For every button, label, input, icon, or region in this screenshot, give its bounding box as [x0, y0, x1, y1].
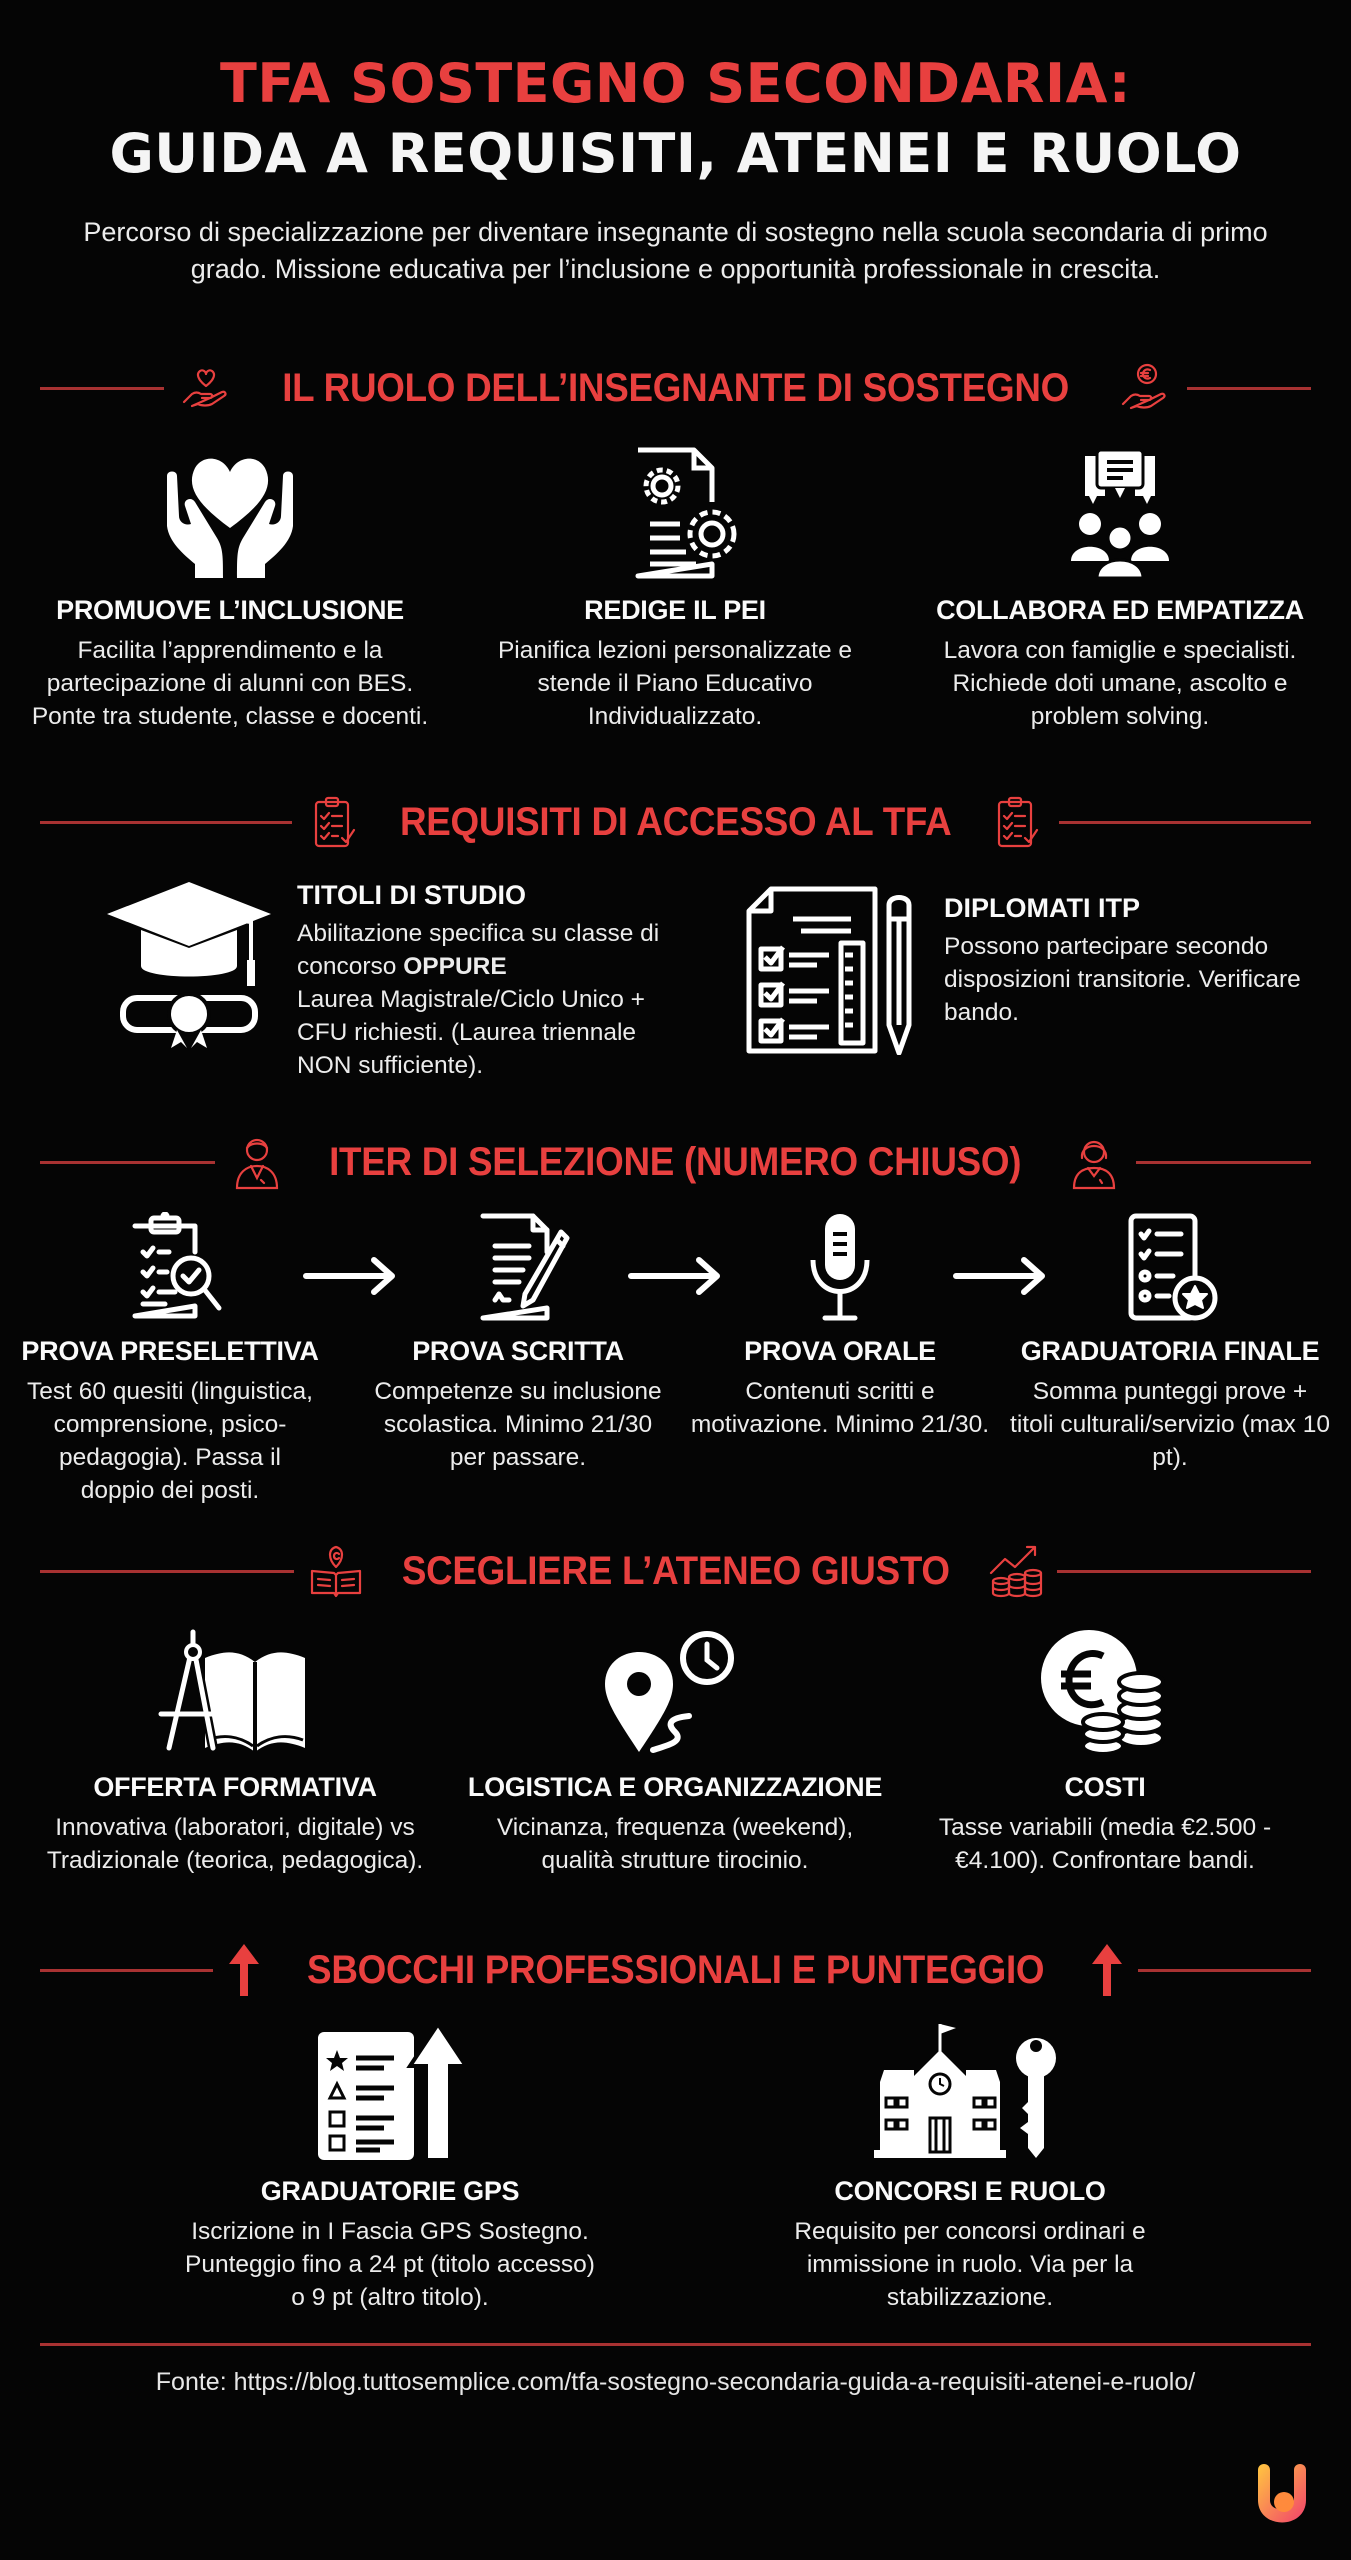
step-title: PROVA ORALE — [744, 1336, 936, 1366]
divider — [1059, 821, 1311, 824]
card-title: REDIGE IL PEI — [584, 595, 766, 625]
requirement-text-b: Laurea Magistrale/Ciclo Unico + CFU richiesti. (Laurea triennale NON sufficiente). — [297, 986, 645, 1079]
clipboard-check-icon — [306, 794, 362, 850]
section-header-sbocchi — [40, 1940, 1311, 2000]
footer-divider — [40, 2343, 1311, 2346]
divider — [40, 387, 164, 390]
requirement-title: DIPLOMATI ITP — [944, 893, 1140, 923]
book-location-icon — [308, 1543, 364, 1599]
ateneo-card-offerta — [30, 1628, 440, 1877]
card-title: GRADUATORIE GPS — [260, 2176, 520, 2206]
intro-text: Percorso di specializzazione per diventare insegnante di sostegno nella scuola secondaria di primo grado. Missione educativa per l’inclusione e opportunità professionale in crescita. — [83, 217, 1268, 284]
divider — [1138, 1969, 1311, 1972]
hand-euro-icon — [1117, 360, 1173, 416]
step-text: Contenuti scritti e motivazione. Minimo 21/30. — [690, 1378, 990, 1438]
female-teacher-icon — [1066, 1134, 1122, 1190]
card-title: PROMUOVE L’INCLUSIONE — [56, 595, 404, 625]
role-card-collabora — [920, 446, 1320, 733]
step-title: PROVA SCRITTA — [412, 1336, 624, 1366]
section-header-ruolo — [40, 358, 1311, 418]
requirement-text-a: Abilitazione specifica su classe di concorso — [297, 920, 660, 980]
divider — [40, 1570, 294, 1573]
section-title: IL RUOLO DELL’INSEGNANTE DI SOSTEGNO — [282, 365, 1069, 410]
source-link[interactable]: Fonte: https://blog.tuttosemplice.com/tfa-sostegno-secondaria-guida-a-requisiti-atenei-e-ruolo/ — [155, 2368, 1196, 2396]
card-text: Pianifica lezioni personalizzate e stende il Piano Educativo Individualizzato. — [497, 637, 853, 730]
compass-book-icon — [155, 1628, 315, 1758]
step-title: GRADUATORIA FINALE — [1020, 1336, 1320, 1366]
card-title: OFFERTA FORMATIVA — [93, 1772, 377, 1802]
step-title: PROVA PRESELETTIVA — [21, 1336, 319, 1366]
clipboard-check-icon — [989, 794, 1045, 850]
microphone-icon — [785, 1212, 895, 1322]
card-text: Iscrizione in I Fascia GPS Sostegno. Punteggio fino a 24 pt (titolo accesso) o 9 pt (altro titolo). — [185, 2218, 595, 2311]
card-text: Innovativa (laboratori, digitale) vs Tradizionale (teorica, pedagogica). — [46, 1814, 424, 1874]
tuttosemplice-logo — [1250, 2460, 1310, 2526]
section-title: REQUISITI DI ACCESSO AL TFA — [399, 799, 952, 844]
hands-heart-icon — [155, 446, 305, 581]
divider — [1057, 1570, 1311, 1573]
card-text: Vicinanza, frequenza (weekend), qualità strutture tirocinio. — [496, 1814, 854, 1874]
ranking-list-star-icon — [1115, 1212, 1225, 1322]
arrow-up-icon — [1090, 1942, 1124, 1998]
sbocco-card-ruolo — [760, 2022, 1180, 2314]
step-graduatoria — [1010, 1212, 1330, 1474]
requirement-text: Possono partecipare secondo disposizioni transitorie. Verificare bando. — [944, 933, 1301, 1026]
list-arrow-up-icon — [310, 2022, 470, 2162]
card-text: Lavora con famiglie e specialisti. Richiede doti umane, ascolto e problem solving. — [943, 637, 1297, 730]
coins-growth-icon — [987, 1543, 1043, 1599]
section-header-iter — [40, 1132, 1311, 1192]
ateneo-card-costi — [905, 1628, 1305, 1877]
document-gears-icon — [600, 446, 750, 581]
divider — [40, 1161, 215, 1164]
card-title: CONCORSI E RUOLO — [834, 2176, 1106, 2206]
group-chat-icon — [1045, 446, 1195, 581]
step-text: Test 60 quesiti (linguistica, comprensione, psico-pedagogia). Passa il doppio dei posti. — [27, 1378, 313, 1504]
section-title: ITER DI SELEZIONE (NUMERO CHIUSO) — [329, 1139, 1022, 1184]
requirement-title: TITOLI DI STUDIO — [297, 880, 526, 910]
requirement-itp — [745, 885, 1315, 1055]
requirement-text-bold: OPPURE — [403, 953, 507, 980]
requirement-titoli — [105, 880, 695, 1082]
section-title: SBOCCHI PROFESSIONALI E PUNTEGGIO — [306, 1947, 1045, 1992]
male-teacher-icon — [229, 1134, 285, 1190]
card-text: Requisito per concorsi ordinari e immissione in ruolo. Via per la stabilizzazione. — [794, 2218, 1146, 2311]
euro-coins-icon — [1025, 1628, 1185, 1758]
arrow-up-icon — [227, 1942, 261, 1998]
sbocco-card-gps — [180, 2022, 600, 2314]
divider — [40, 1969, 213, 1972]
checklist-pencil-icon — [745, 885, 920, 1055]
step-text: Competenze su inclusione scolastica. Minimo 21/30 per passare. — [374, 1378, 662, 1471]
location-clock-icon — [595, 1628, 755, 1758]
document-pen-icon — [463, 1212, 573, 1322]
clipboard-magnifier-icon — [115, 1212, 225, 1322]
graduation-cap-diploma-icon — [105, 880, 273, 1050]
step-preselettiva — [20, 1212, 320, 1507]
ateneo-card-logistica — [465, 1628, 885, 1877]
card-title: COLLABORA ED EMPATIZZA — [936, 595, 1304, 625]
school-key-icon — [870, 2022, 1070, 2162]
hand-heart-icon — [178, 360, 234, 416]
card-title: LOGISTICA E ORGANIZZAZIONE — [467, 1772, 883, 1802]
role-card-inclusione — [30, 446, 430, 733]
section-header-ateneo — [40, 1541, 1311, 1601]
card-title: COSTI — [1064, 1772, 1146, 1802]
step-orale — [690, 1212, 990, 1441]
step-scritta — [368, 1212, 668, 1474]
step-text: Somma punteggi prove + titoli culturali/servizio (max 10 pt). — [1010, 1378, 1330, 1471]
requirement-text — [297, 917, 695, 1082]
title-line-2: GUIDA A REQUISITI, ATENEI E RUOLO — [109, 122, 1242, 185]
section-title: SCEGLIERE L’ATENEO GIUSTO — [401, 1548, 950, 1593]
divider — [1136, 1161, 1311, 1164]
section-header-requisiti — [40, 792, 1311, 852]
divider — [1187, 387, 1311, 390]
title-line-1: TFA SOSTEGNO SECONDARIA: — [220, 52, 1131, 115]
divider — [40, 821, 292, 824]
role-card-pei — [475, 446, 875, 733]
card-text: Tasse variabili (media €2.500 - €4.100). Confrontare bandi. — [938, 1814, 1272, 1874]
card-text: Facilita l’apprendimento e la partecipazione di alunni con BES. Ponte tra studente, classe e docenti. — [31, 637, 429, 730]
